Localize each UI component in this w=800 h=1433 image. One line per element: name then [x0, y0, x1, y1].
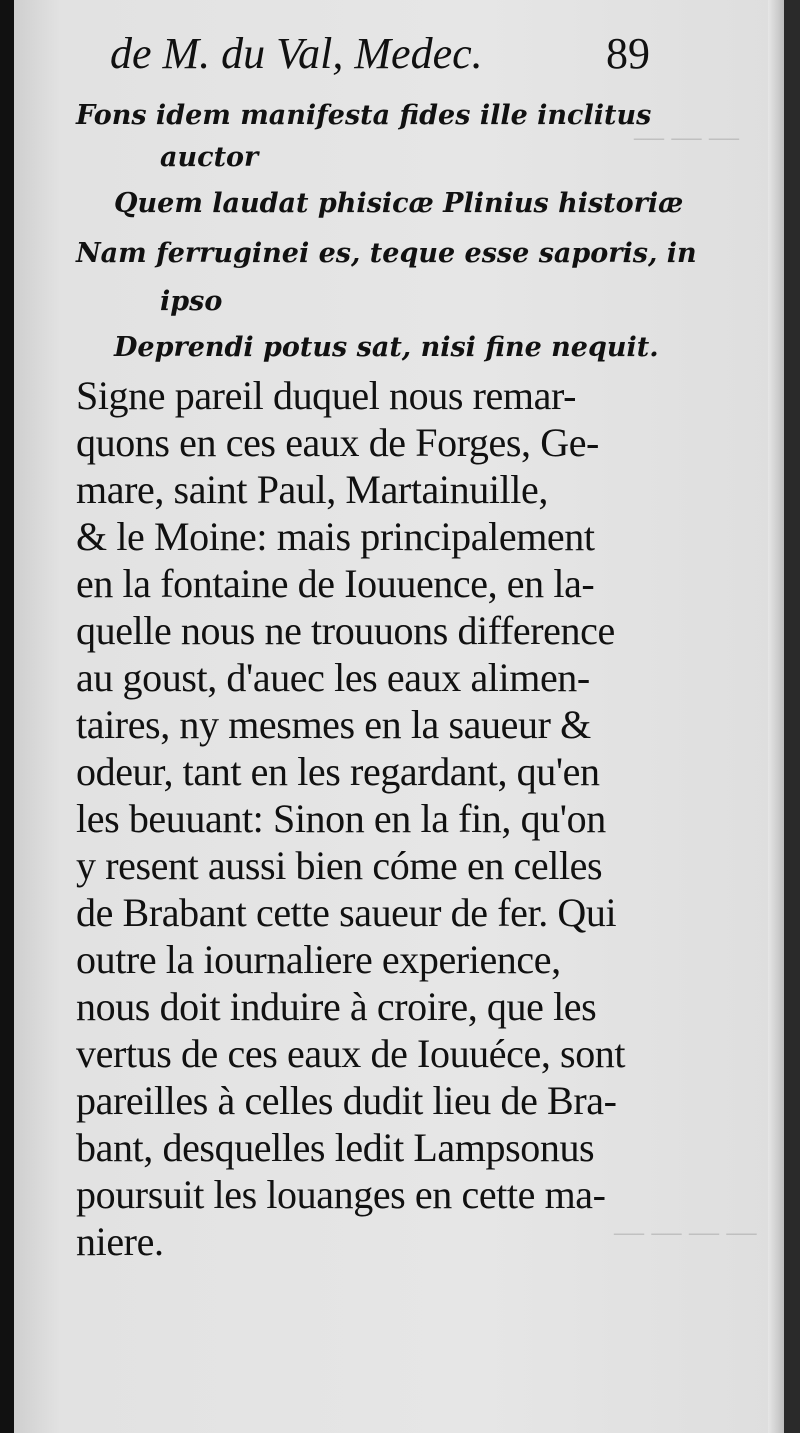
verse-line: Quem laudat phisicæ Plinius historiæ [114, 188, 684, 219]
prose-line: en la fontaine de Iouuence, en la- [76, 561, 595, 606]
prose-line: outre la iournaliere experience, [76, 937, 561, 982]
verse-line: auctor [160, 142, 259, 173]
prose-line: nous doit induire à croire, que les [76, 984, 597, 1029]
show-through-text: — — — — [614, 1215, 757, 1248]
prose-line: Signe pareil duquel nous remar- [76, 373, 576, 418]
prose-line: mare, saint Paul, Martainuille, [76, 467, 548, 512]
verse-line: Fons idem manifesta fides ille inclitus [76, 100, 652, 131]
prose-line: & le Moine: mais principalement [76, 514, 595, 559]
page-number: 89 [606, 29, 650, 78]
prose-line: de Brabant cette saueur de fer. Qui [76, 890, 617, 935]
prose-line: au goust, d'auec les eaux alimen- [76, 655, 590, 700]
prose-line: vertus de ces eaux de Iouuéce, sont [76, 1031, 626, 1076]
prose-line: taires, ny mesmes en la saueur & [76, 702, 591, 747]
prose-line: y resent aussi bien cóme en celles [76, 843, 603, 888]
prose-line: quons en ces eaux de Forges, Ge- [76, 420, 599, 465]
verse-line: Deprendi potus sat, nisi fine nequit. [114, 332, 659, 363]
verse-line: ipso [160, 286, 223, 317]
prose-line: pareilles à celles dudit lieu de Bra- [76, 1078, 617, 1123]
show-through-text: — — — [634, 120, 739, 153]
prose-line: quelle nous ne trouuons difference [76, 608, 615, 653]
prose-line: bant, desquelles ledit Lampsonus [76, 1125, 595, 1170]
prose-line: poursuit les louanges en cette ma- [76, 1172, 606, 1217]
running-header [110, 28, 650, 79]
prose-line: les beuuant: Sinon en la fin, qu'on [76, 796, 606, 841]
prose-line: odeur, tant en les regardant, qu'en [76, 749, 600, 794]
prose-line: niere. [76, 1219, 164, 1264]
book-page [14, 0, 784, 1433]
running-title: de M. du Val, Medec. [110, 29, 483, 78]
page-gutter-shadow [0, 0, 14, 1433]
page-edge [768, 0, 784, 1433]
verse-line: Nam ferruginei es, teque esse saporis, in [76, 238, 697, 269]
